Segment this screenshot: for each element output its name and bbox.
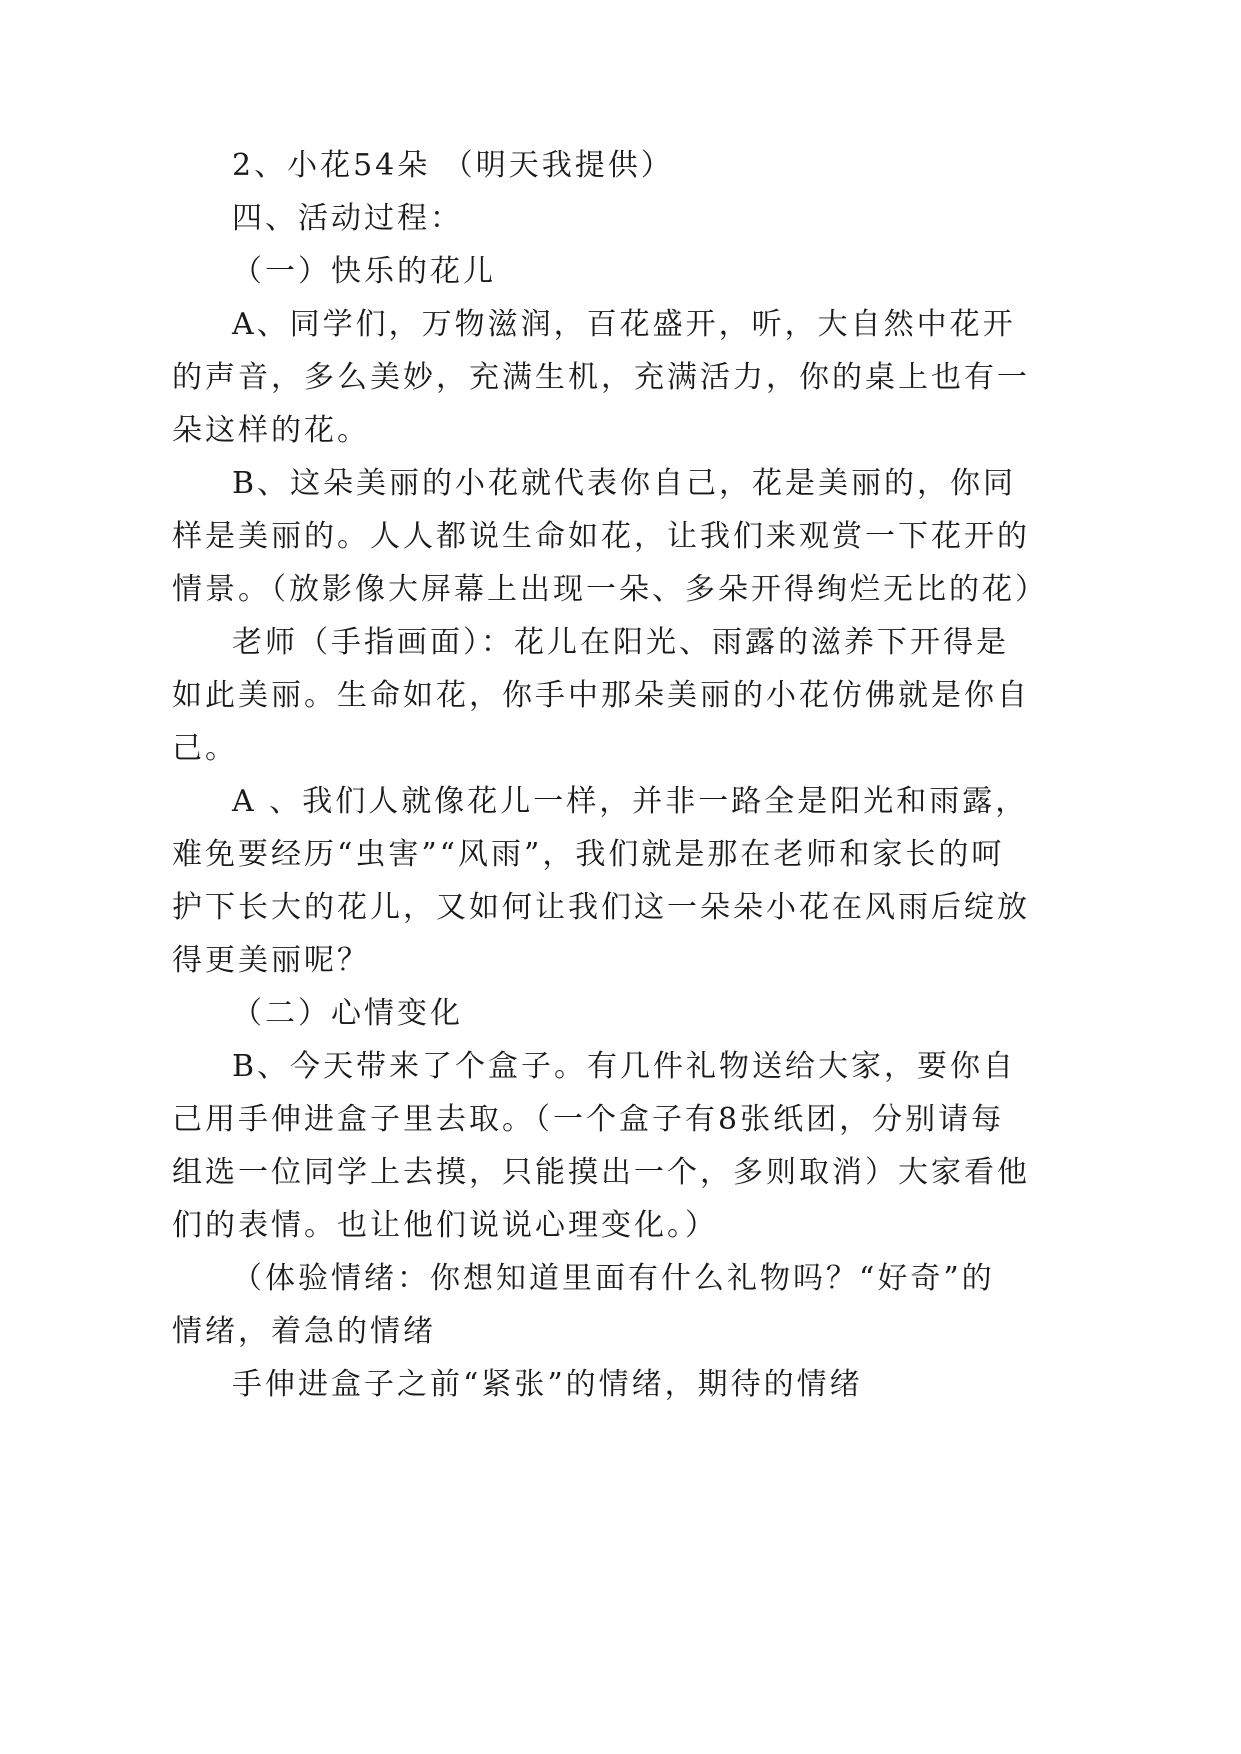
text-line-1: 2、小花54朵 （明天我提供）	[232, 148, 674, 183]
text-line-14: 难免要经历“虫害”“风雨”，我们就是那在老师和家长的呵	[172, 837, 1005, 872]
text-line-19: 己用手伸进盒子里去取。（一个盒子有8张纸团，分别请每	[172, 1102, 1005, 1137]
text-line-22: （体验情绪：你想知道里面有什么礼物吗？“好奇”的	[232, 1261, 995, 1296]
text-line-23: 情绪，着急的情绪	[172, 1314, 436, 1349]
text-line-9: 情景。（放影像大屏幕上出现一朵、多朵开得绚烂无比的花）	[172, 572, 1048, 607]
text-line-5: 的声音，多么美妙，充满生机，充满活力，你的桌上也有一	[172, 360, 1030, 395]
text-line-10: 老师（手指画面）：花儿在阳光、雨露的滋养下开得是	[232, 625, 1009, 660]
text-line-11: 如此美丽。生命如花，你手中那朵美丽的小花仿佛就是你自	[172, 678, 1030, 713]
text-line-18: B、今天带来了个盒子。有几件礼物送给大家，要你自	[232, 1049, 1017, 1084]
text-line-16: 得更美丽呢？	[172, 943, 370, 978]
subsection-heading-happy-flowers: （一）快乐的花儿	[232, 254, 496, 289]
subsection-heading-mood-change: （二）心情变化	[232, 996, 463, 1031]
text-line-7: B、这朵美丽的小花就代表你自己，花是美丽的，你同	[232, 466, 1017, 501]
text-line-20: 组选一位同学上去摸，只能摸出一个，多则取消）大家看他	[172, 1155, 1030, 1190]
text-line-4: A、同学们，万物滋润，百花盛开，听，大自然中花开	[232, 307, 1016, 342]
text-line-15: 护下长大的花儿，又如何让我们这一朵朵小花在风雨后绽放	[172, 890, 1030, 925]
text-line-21: 们的表情。也让他们说说心理变化。）	[172, 1208, 718, 1243]
section-heading-activity-process: 四、活动过程：	[232, 201, 463, 236]
text-line-24: 手伸进盒子之前“紧张”的情绪，期待的情绪	[232, 1367, 863, 1402]
text-line-6: 朵这样的花。	[172, 413, 370, 448]
text-line-8: 样是美丽的。人人都说生命如花，让我们来观赏一下花开的	[172, 519, 1030, 554]
text-line-12: 己。	[172, 731, 238, 766]
text-line-13: A 、我们人就像花儿一样，并非一路全是阳光和雨露，	[232, 784, 1029, 819]
